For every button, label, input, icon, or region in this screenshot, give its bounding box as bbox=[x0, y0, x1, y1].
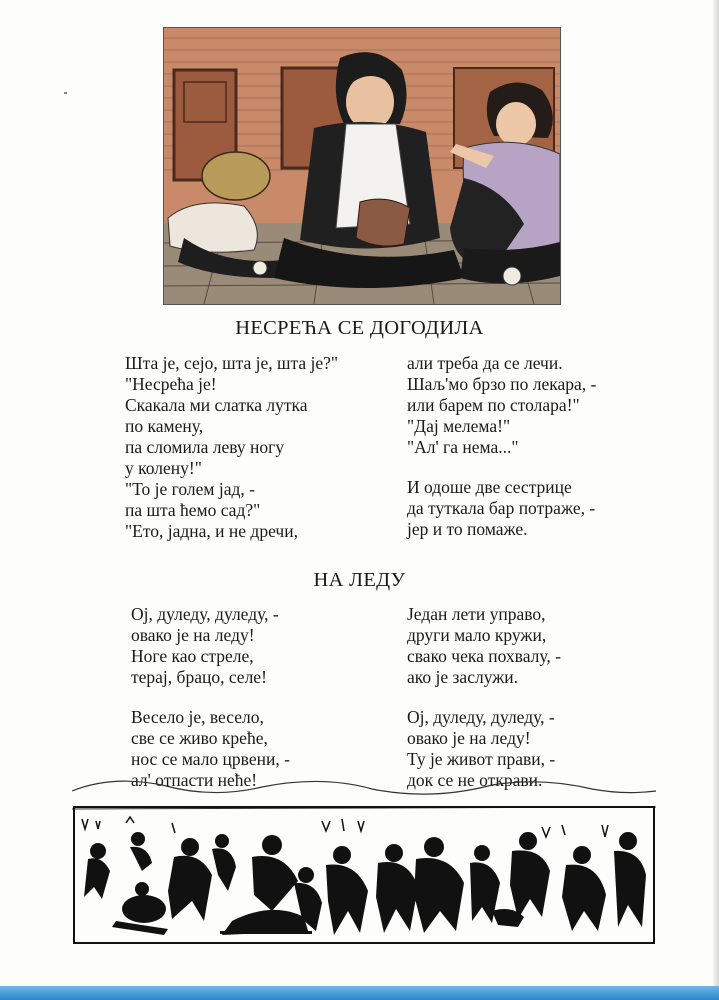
verse-line: ал' отпасти неће! bbox=[131, 770, 258, 790]
verse-line: "Ал' га нема..." bbox=[407, 437, 519, 457]
stanza-gap bbox=[407, 458, 596, 477]
poem2-column-right bbox=[407, 604, 561, 791]
verse-line: нос се мало црвени, - bbox=[131, 749, 290, 769]
bottom-color-band bbox=[0, 986, 719, 1000]
verse-line: Један лети управо, bbox=[407, 604, 546, 624]
poem1-column-right bbox=[407, 353, 596, 540]
verse-line: по камену, bbox=[125, 416, 204, 436]
verse-line: овако је на леду! bbox=[407, 728, 531, 748]
verse-line: Шаљ'мо брзо по лекара, - bbox=[407, 374, 597, 394]
verse-line: "Несрећа је! bbox=[125, 374, 217, 394]
poem1-column-left bbox=[125, 353, 338, 542]
verse-line: Ноге као стреле, bbox=[131, 646, 254, 666]
verse-line: Ој, дуледу, дуледу, - bbox=[407, 707, 555, 727]
poem2-title: НА ЛЕДУ bbox=[313, 569, 406, 591]
verse-line: Ој, дуледу, дуледу, - bbox=[131, 604, 279, 624]
verse-line: ако је заслужи. bbox=[407, 667, 519, 687]
verse-line: Шта је, сејо, шта је, шта је?" bbox=[125, 353, 339, 373]
stanza-gap bbox=[407, 688, 561, 707]
verse-line: И одоше две сестрице bbox=[407, 477, 572, 497]
poem1-title: НЕСРЕЋА СЕ ДОГОДИЛА bbox=[235, 317, 484, 339]
stanza-gap bbox=[131, 688, 290, 707]
verse-line: Скакала ми слатка лутка bbox=[125, 395, 308, 415]
scan-speck bbox=[64, 92, 67, 94]
page-edge bbox=[713, 0, 719, 1000]
verse-line: па сломила леву ногу bbox=[125, 437, 285, 457]
verse-line: Ту је живот прави, - bbox=[407, 749, 556, 769]
verse-line: други мало кружи, bbox=[407, 625, 547, 645]
verse-line: свако чека похвалу, - bbox=[407, 646, 561, 666]
verse-line: али треба да се лечи. bbox=[407, 353, 563, 373]
verse-line: или барем по столара!" bbox=[407, 395, 580, 415]
verse-line: јер и то помаже. bbox=[407, 519, 528, 539]
top-illustration bbox=[163, 27, 561, 305]
verse-line: Весело је, весело, bbox=[131, 707, 264, 727]
verse-line: "То је голем јад, - bbox=[125, 479, 255, 499]
verse-line: док се не открави. bbox=[407, 770, 543, 790]
verse-line: терај, брацо, селе! bbox=[131, 667, 267, 687]
verse-line: овако је на леду! bbox=[131, 625, 255, 645]
verse-line: све се живо креће, bbox=[131, 728, 268, 748]
verse-line: "Ето, јадна, и не дречи, bbox=[125, 521, 298, 541]
bottom-illustration bbox=[72, 771, 656, 945]
verse-line: у колену!" bbox=[125, 458, 202, 478]
verse-line: па шта ћемо сад?" bbox=[125, 500, 261, 520]
verse-line: "Дај мелема!" bbox=[407, 416, 511, 436]
poem2-column-left bbox=[131, 604, 290, 791]
verse-line: да туткала бар потраже, - bbox=[407, 498, 596, 518]
